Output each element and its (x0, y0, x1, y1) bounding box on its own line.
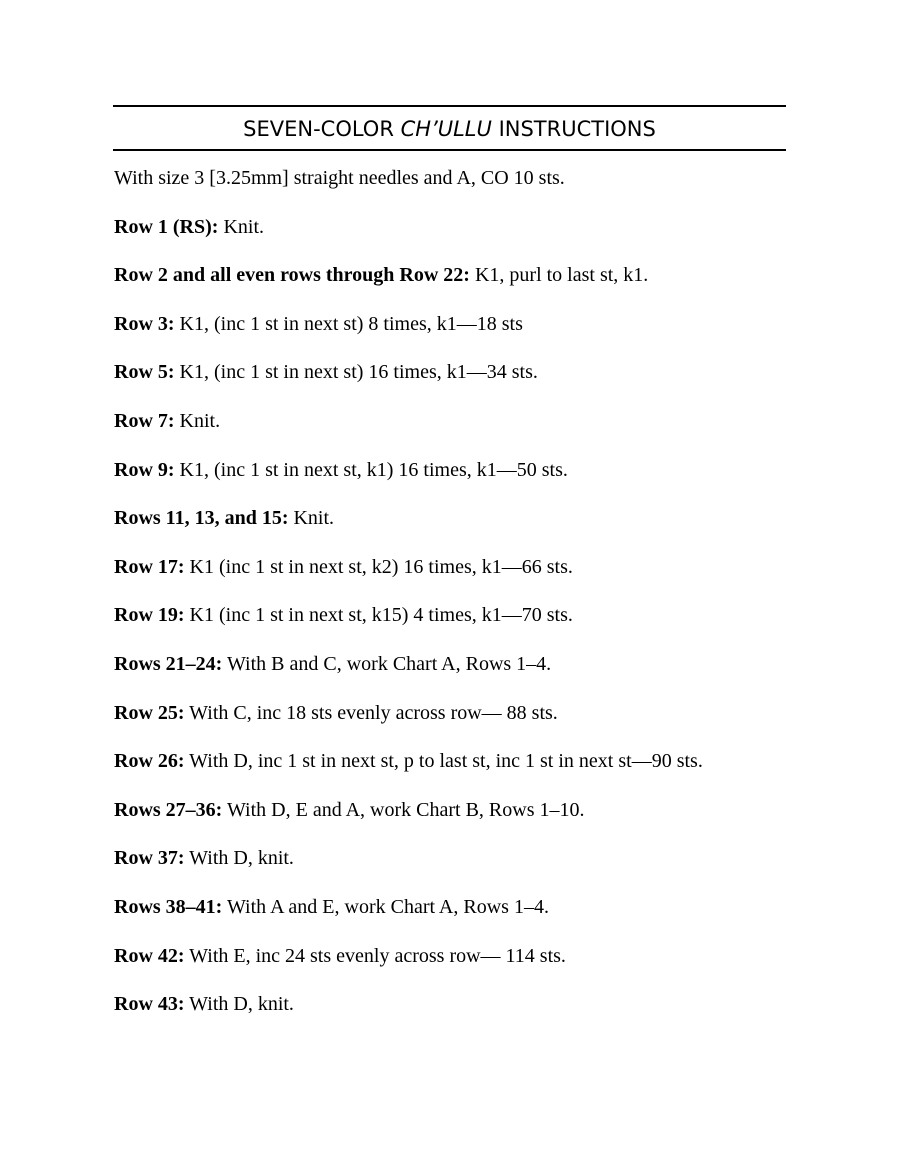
row-instruction (114, 648, 814, 697)
row-text: With B and C, work Chart A, Rows 1–4. (222, 652, 552, 675)
row-instruction (114, 259, 814, 308)
row-label: Row 42: (114, 944, 185, 967)
row-instruction (114, 502, 814, 551)
row-text: K1, (inc 1 st in next st) 16 times, k1—34 sts. (174, 361, 538, 384)
row-instruction (114, 551, 814, 600)
row-label: Row 37: (114, 847, 185, 870)
row-label: Rows 11, 13, and 15: (114, 507, 289, 530)
row-instruction (114, 988, 814, 1037)
row-text: With D, knit. (184, 847, 294, 870)
row-label: Row 19: (114, 604, 185, 627)
row-text: With C, inc 18 sts evenly across row— 88 sts. (184, 701, 558, 724)
row-label: Row 5: (114, 361, 175, 384)
heading-top-rule (113, 105, 786, 107)
row-instruction (114, 356, 814, 405)
title-suffix: INSTRUCTIONS (491, 117, 656, 141)
row-text: K1, (inc 1 st in next st, k1) 16 times, k1—50 sts. (174, 458, 568, 481)
row-label: Row 43: (114, 993, 185, 1016)
title-italic-word: CH’ULLU (400, 117, 492, 141)
row-label: Row 26: (114, 750, 185, 773)
row-text: With E, inc 24 sts evenly across row— 114 sts. (184, 944, 566, 967)
row-text: With A and E, work Chart A, Rows 1–4. (222, 895, 549, 918)
row-text: K1, (inc 1 st in next st) 8 times, k1—18 sts (174, 312, 523, 335)
row-instruction (114, 211, 814, 260)
row-instructions-list (114, 211, 814, 1037)
row-instruction (114, 794, 814, 843)
row-text: Knit. (288, 507, 335, 530)
row-label: Rows 21–24: (114, 652, 223, 675)
row-instruction (114, 940, 814, 989)
row-text: K1 (inc 1 st in next st, k15) 4 times, k1—70 sts. (184, 604, 573, 627)
row-instruction (114, 891, 814, 940)
row-text: Knit. (174, 409, 221, 432)
title-prefix: SEVEN-COLOR (243, 117, 401, 141)
row-text: With D, inc 1 st in next st, p to last st, inc 1 st in next st—90 sts. (184, 750, 703, 773)
row-instruction (114, 308, 814, 357)
row-instruction (114, 745, 814, 794)
row-label: Rows 27–36: (114, 798, 223, 821)
row-label: Row 25: (114, 701, 185, 724)
page-title (113, 112, 786, 146)
row-label: Row 7: (114, 409, 175, 432)
intro-paragraph: With size 3 [3.25mm] straight needles and A, CO 10 sts. (114, 167, 565, 189)
row-text: K1 (inc 1 st in next st, k2) 16 times, k1—66 sts. (184, 555, 573, 578)
row-instruction (114, 454, 814, 503)
row-label: Row 1 (RS): (114, 215, 219, 238)
row-label: Row 17: (114, 555, 185, 578)
row-instruction (114, 842, 814, 891)
instructions-body (114, 162, 814, 1037)
row-label: Row 3: (114, 312, 175, 335)
row-instruction (114, 697, 814, 746)
row-label: Row 2 and all even rows through Row 22: (114, 264, 470, 287)
row-instruction (114, 405, 814, 454)
row-instruction (114, 599, 814, 648)
row-text: K1, purl to last st, k1. (469, 264, 649, 287)
row-text: With D, knit. (184, 993, 294, 1016)
heading-bottom-rule (113, 149, 786, 151)
row-text: Knit. (218, 215, 264, 238)
row-label: Row 9: (114, 458, 175, 481)
row-label: Rows 38–41: (114, 895, 223, 918)
row-text: With D, E and A, work Chart B, Rows 1–10. (222, 798, 585, 821)
